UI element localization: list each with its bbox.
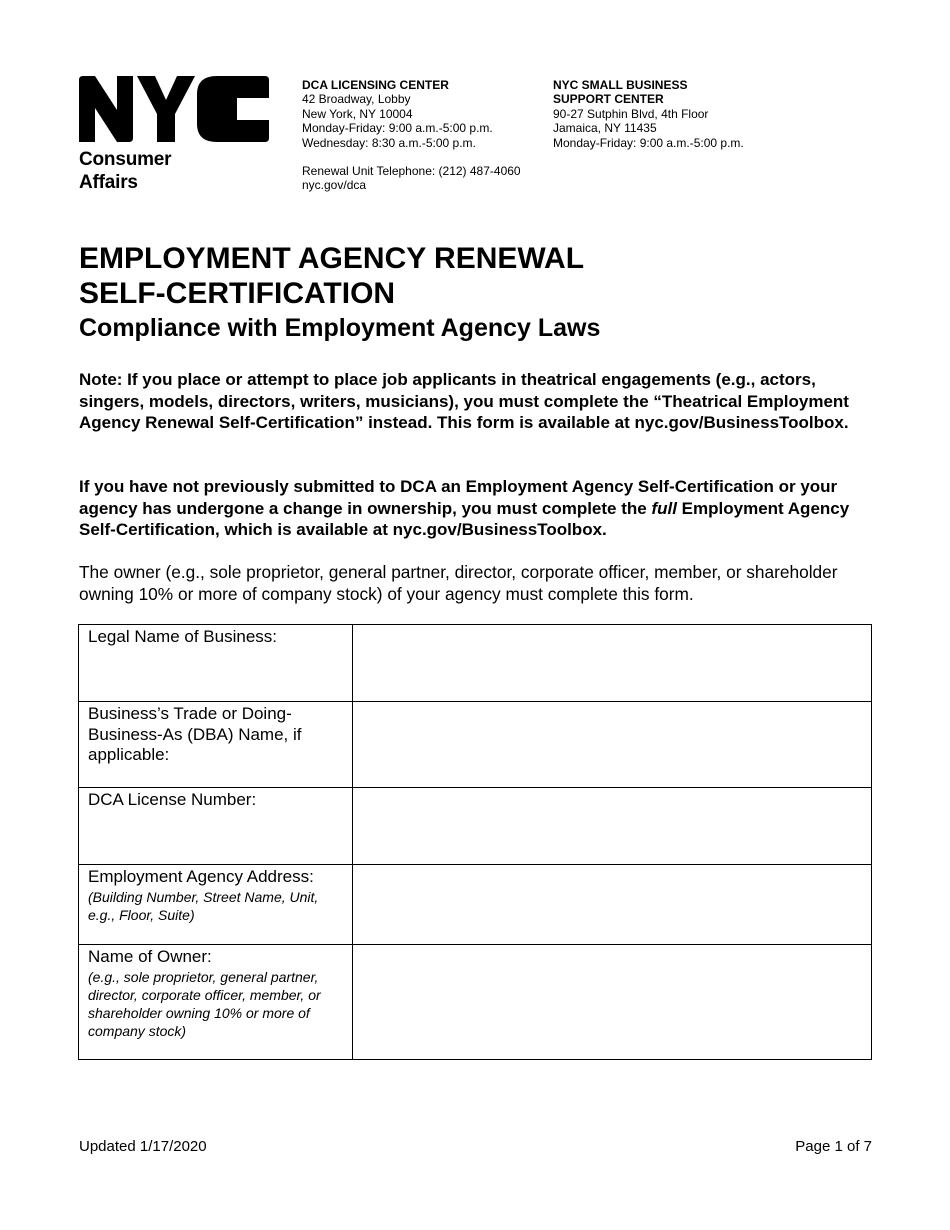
logo-line-1: Consumer	[79, 149, 172, 170]
form-row-legal-name	[79, 625, 872, 702]
legal-name-label: Legal Name of Business:	[88, 627, 277, 646]
owner-instruction: The owner (e.g., sole proprietor, general partner, director, corporate officer, member, or shareholder owning 10% or more of company stock) of your agency must complete this form.	[79, 562, 838, 604]
dba-name-label: Business’s Trade or Doing-Business-As (DBA) Name, if applicable:	[88, 704, 302, 764]
agency-address-label-cell	[79, 865, 353, 945]
support-center-hours: Monday-Friday: 9:00 a.m.-5:00 p.m.	[553, 135, 744, 150]
new-owner-note	[79, 476, 879, 541]
support-center-name-2: SUPPORT CENTER	[553, 92, 664, 107]
page-title-line-2: SELF-CERTIFICATION	[79, 277, 396, 310]
logo-line-2: Affairs	[79, 172, 138, 193]
dba-name-label-cell	[79, 702, 353, 788]
licensing-center-info	[302, 78, 493, 150]
renewal-contact-info	[302, 164, 521, 193]
support-center-address-1: 90-27 Sutphin Blvd, 4th Floor	[553, 106, 709, 121]
renewal-phone: Renewal Unit Telephone: (212) 487-4060	[302, 164, 521, 178]
title-block	[79, 241, 879, 343]
form-row-owner-name	[79, 945, 872, 1060]
support-center-info	[553, 78, 744, 150]
legal-name-label-cell	[79, 625, 353, 702]
page-subtitle: Compliance with Employment Agency Laws	[79, 314, 601, 342]
support-center-name-1: NYC SMALL BUSINESS	[553, 78, 688, 92]
dca-website: nyc.gov/dca	[302, 178, 367, 193]
legal-name-field[interactable]	[353, 625, 872, 702]
license-number-field[interactable]	[353, 788, 872, 865]
business-info-form	[78, 624, 872, 1060]
new-owner-note-start: If you have not previously submitted to DCA an Employment Agency Self-Certification or your agency has undergone a change in ownership, you must complete the	[79, 477, 838, 518]
licensing-center-hours-1: Monday-Friday: 9:00 a.m.-5:00 p.m.	[302, 121, 493, 136]
form-row-license-number	[79, 788, 872, 865]
agency-address-field[interactable]	[353, 865, 872, 945]
licensing-center-name: DCA LICENSING CENTER	[302, 78, 449, 92]
support-center-address-2: Jamaica, NY 11435	[553, 121, 657, 136]
owner-name-label-cell	[79, 945, 353, 1060]
owner-name-field[interactable]	[353, 945, 872, 1060]
licensing-center-address-2: New York, NY 10004	[302, 106, 413, 121]
agency-address-hint: (Building Number, Street Name, Unit, e.g., Floor, Suite)	[88, 888, 319, 923]
updated-date: Updated 1/17/2020	[79, 1138, 207, 1155]
page-number: Page 1 of 7	[795, 1138, 872, 1155]
theatrical-note: Note: If you place or attempt to place job applicants in theatrical engagements (e.g., actors, singers, models, directors, writers, musicians), you must complete the “Theatrical Employment Agency Renewal Self-Certification” instead. This form is available at nyc.gov/BusinessToolbox.	[79, 370, 849, 432]
dba-name-field[interactable]	[353, 702, 872, 788]
agency-address-label: Employment Agency Address:	[88, 867, 314, 886]
licensing-center-hours-2: Wednesday: 8:30 a.m.-5:00 p.m.	[302, 135, 476, 150]
logo-wordmark	[79, 148, 171, 194]
licensing-center-address-1: 42 Broadway, Lobby	[302, 92, 411, 107]
new-owner-note-end: Employment Agency Self-Certification, which is available at nyc.gov/BusinessToolbox.	[79, 498, 850, 539]
license-number-label: DCA License Number:	[88, 790, 257, 809]
form-row-agency-address	[79, 865, 872, 945]
owner-name-label: Name of Owner:	[88, 947, 212, 966]
nyc-logo-icon	[79, 76, 274, 142]
page-title	[79, 241, 879, 311]
license-number-label-cell	[79, 788, 353, 865]
nyc-consumer-affairs-logo	[79, 76, 274, 196]
owner-name-hint: (e.g., sole proprietor, general partner, director, corporate officer, member, or shareholder owning 10% or more of company stock)	[88, 968, 321, 1039]
new-owner-note-emphasis: full	[651, 498, 677, 518]
form-row-dba-name	[79, 702, 872, 788]
page-title-line-1: EMPLOYMENT AGENCY RENEWAL	[79, 242, 585, 275]
svg-text:™: ™	[260, 78, 266, 84]
